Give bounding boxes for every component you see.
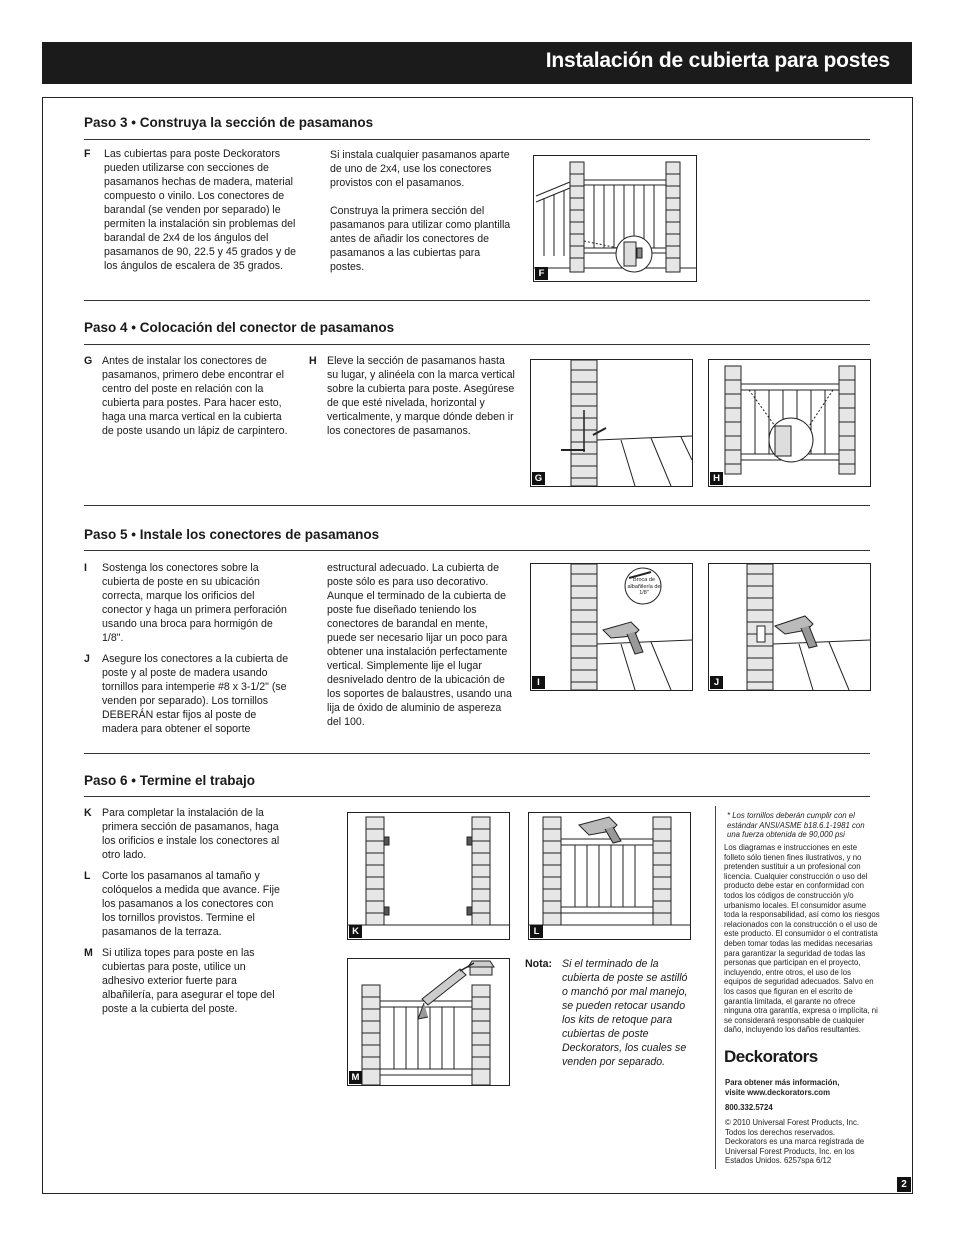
step-j-text: Asegure los conectores a la cubierta de poste y al poste de madera usando tornillos para intemperie #8 x 3-1/2" (se venden por separado). Los tornillos DEBERÁN estar fijos al poste de madera para obtener el soporte (102, 653, 289, 735)
illustration-i (530, 563, 693, 691)
illustration-k-badge: K (349, 925, 362, 938)
step3-title: Paso 3 • Construya la sección de pasamanos (84, 115, 374, 130)
header-banner (42, 42, 912, 84)
step-j-letter: J (84, 653, 90, 665)
step3-rule (84, 139, 870, 140)
step3-note-2: Construya la primera sección del pasamanos para utilizar como plantilla antes de añadir los conectores de pasamanos a las cubiertas para postes. (330, 205, 511, 273)
sidebar-divider (715, 806, 716, 1169)
step4-rule (84, 344, 870, 345)
step-l-text: Corte los pasamanos al tamaño y colóquelos a medida que avance. Fije los pasamanos a los conectores con los tornillos provistos. Termine el pasamanos de la terraza. (102, 870, 280, 938)
illustration-i-badge: I (532, 676, 545, 689)
step5-title: Paso 5 • Instale los conectores de pasamanos (84, 527, 380, 542)
step-k-letter: K (84, 807, 92, 819)
page-title: Instalación de cubierta para postes (545, 49, 890, 72)
copyright-text: © 2010 Universal Forest Products, Inc. Todos los derechos reservados. Deckorators es una marca registrada de Universal Forest Products, Inc. en los Estados Unidos. 6257spa 6/12 (725, 1118, 865, 1166)
step-g-letter: G (84, 355, 93, 367)
note-label: Nota: (525, 958, 553, 970)
info-line-1: Para obtener más información, (725, 1078, 840, 1087)
illustration-j-badge: J (710, 676, 723, 689)
illustration-h-badge: H (710, 472, 723, 485)
step-k-text: Para completar la instalación de la primera sección de pasamanos, haga los orificios e instale los conectores al otro lado. (102, 807, 280, 861)
step-i-letter: I (84, 562, 87, 574)
step6-title: Paso 6 • Termine el trabajo (84, 773, 256, 788)
disclaimer-text: Los diagramas e instrucciones en este folleto sólo tienen fines ilustrativos, y no pretenden sustituir a un profesional con licencia. Cualquier construcción o uso del producto debe estar en conformidad con todos los códigos de construcción y/o urbanismo locales. El consumidor asume toda la responsabilidad, así como los riesgos relacionados con la construcción o el uso de este producto. El consumidor o el contratista deben tomar todas las medidas necesarias para garantizar la seguridad de todas las personas que participan en el proyecto, incluyendo, entre otros, el uso de los equipos de seguridad adecuados. Salvo en los casos que figuran en el escrito de garantía limitada, el garante no ofrece ninguna otra garantía, expresa o implícita, ni se considerará responsable de cualquier daño, incluyendo los daños resultantes. (724, 843, 880, 1035)
website-link[interactable]: visite www.deckorators.com (725, 1088, 831, 1097)
illustration-m (347, 958, 510, 1086)
step-f-text: Las cubiertas para poste Deckorators pueden utilizarse con secciones de pasamanos hechas de madera, material compuesto o vinilo. Los conectores de barandal (se venden por separado) le permiten la instalación sin problemas del barandal de 2x4 de los ángulos del pasamanos de 90, 22.5 y 45 grados y de los ángulos de escalera de 35 grados. (104, 148, 296, 272)
step-h-letter: H (309, 355, 317, 367)
illustration-m-badge: M (349, 1071, 362, 1084)
screws-footnote: * Los tornillos deberán cumplir con el estándar ANSI/ASME b18.6.1-1981 con una fuerza obtenida de 90,000 psi (727, 811, 865, 840)
page-number: 2 (897, 1177, 911, 1192)
step-l-letter: L (84, 870, 91, 882)
step-f-letter: F (84, 148, 91, 160)
step-m-text: Si utiliza topes para poste en las cubiertas para poste, utilice un adhesivo exterior fuerte para albañilería, para asegurar el tope del poste a la cubierta del poste. (102, 947, 275, 1015)
illustration-f (533, 155, 697, 282)
step4-title: Paso 4 • Colocación del conector de pasamanos (84, 320, 395, 335)
illustration-k (347, 812, 510, 940)
step3-note-1: Si instala cualquier pasamanos aparte de uno de 2x4, use los conectores provistos con el pasamanos. (330, 149, 510, 189)
illustration-l (528, 812, 691, 940)
illustration-f-badge: F (535, 267, 548, 280)
step-i-text: Sostenga los conectores sobre la cubierta de poste en su ubicación correcta, marque los orificios del conector y haga un primera perforación usando una broca para hormigón de 1/8". (102, 562, 287, 644)
step-m-letter: M (84, 947, 93, 959)
illustration-l-badge: L (530, 925, 543, 938)
illustration-j (708, 563, 871, 691)
step5-bottom-rule (84, 753, 870, 754)
step5-rule (84, 550, 870, 551)
step3-bottom-rule (84, 300, 870, 301)
note-text: Si el terminado de la cubierta de poste se astilló o manchó por mal manejo, se pueden retocar usando los kits de retoque para cubiertas de poste Deckorators, los cuales se venden por separado. (562, 958, 688, 1068)
illustration-g (530, 359, 693, 487)
step-h-text: Eleve la sección de pasamanos hasta su lugar, y alinéela con la marca vertical sobre la cubierta para poste. Asegúrese de que esté nivelada, horizontal y verticalmente, y marque dónde deben ir los conectores de pasamanos. (327, 355, 515, 437)
step6-rule (84, 796, 870, 797)
phone-number: 800.332.5724 (725, 1103, 773, 1112)
step-g-text: Antes de instalar los conectores de pasamanos, primero debe encontrar el centro del poste en relación con la cubierta para postes. Para hacer esto, haga una marca vertical en la cubierta de poste usando un lápiz de carpintero. (102, 355, 288, 437)
deckorators-logo: Deckorators (724, 1047, 818, 1066)
drill-bit-label: Broca de albañilería de 1/8" (627, 577, 661, 596)
step5-continued-text: estructural adecuado. La cubierta de poste sólo es para uso decorativo. Aunque el terminado de la cubierta de poste fue diseñado teniendo los conectores de barandal en mente, puede ser necesario lijar un poco para obtener una instalación perfectamente vertical. Simplemente lije el lugar desnivelado dentro de la ubicación de los soportes de balaustres, usando una lija de óxido de aluminio de aspereza del 100. (327, 562, 512, 728)
illustration-h (708, 359, 871, 487)
step4-bottom-rule (84, 505, 870, 506)
illustration-g-badge: G (532, 472, 545, 485)
